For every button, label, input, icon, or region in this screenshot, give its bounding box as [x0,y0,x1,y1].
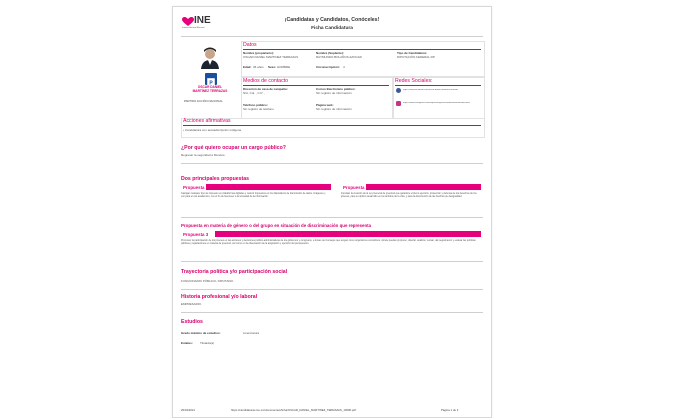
studies-title: Estudios [181,319,203,325]
why-text: Regresar la seguridad a Morelos. [181,153,226,157]
logo-subtext: Instituto Nacional Electoral [182,27,205,29]
phone-label: Teléfono público: [243,103,268,107]
owner-value: OSCAR DANIEL MARTINEZ TERRAZAS [243,55,299,59]
why-divider [181,163,483,164]
district-value: 4 [343,65,345,69]
gender-bar [181,231,481,237]
social-divider [395,85,481,86]
history-title: Historia profesional y/o laboral [181,294,258,300]
affirmative-divider [183,125,481,126]
datos-title: Datos [243,42,257,48]
proposal-2-tab: Propuesta [343,184,365,190]
proposals-divider [181,217,483,218]
gender-title: Propuesta en materia de género o del grupo en situación de discriminación que representa [181,223,372,228]
instagram-icon [396,101,401,106]
email-label: Correo Electrónico público: [316,87,356,91]
instagram-link[interactable]: https://www.instagram.com/explore/tags/oscardanielmartinezterrazas/ [403,102,471,104]
trajectory-text: FUNCIONARIO PÚBLICO, DIPUTADO. [181,279,234,283]
candidate-name [185,86,235,94]
footer-url[interactable]: https://candidaturas.ine.mx/documentos/ficha/OSCAR_DANIEL_MARTINEZ_TERRAZAS_13606.pdf [231,408,356,412]
contact-divider [243,85,389,86]
datos-divider [243,49,481,50]
document-page [172,6,492,418]
trajectory-divider [181,289,483,290]
page-title: ¡Candidatas y Candidatos, Conóceles! [284,17,380,23]
phone-value: Sin registro de teléfono [243,107,274,111]
degree-label: Grado máximo de estudios: [181,331,221,335]
why-title: ¿Por qué quiero ocupar un cargo público? [181,145,286,151]
trajectory-title: Trayectoria política y/o participación social [181,269,288,275]
address-value: N/A, Col. , C.P. , [243,91,265,95]
candidate-party: PARTIDO ACCIÓN NACIONAL [184,99,223,103]
age-label: Edad: [243,65,252,69]
sex-value: HOMBRE [277,65,291,69]
substitute-label: Nombre (Suplente): [316,51,344,55]
logo-text: INE [194,15,211,26]
history-divider [181,312,483,313]
history-text: EMPRESARIO. [181,302,202,306]
facebook-link[interactable]: https://www.facebook.com/oscar.daniel.martinez.terrazas [403,89,459,91]
social-title: Redes Sociales: [395,78,433,84]
gender-divider [181,261,483,262]
type-value: DIPUTACIÓN FEDERAL RP [397,55,435,59]
type-label: Tipo de Candidatura: [397,51,427,55]
status-label: Estatus: [181,341,193,345]
degree-value: Licenciatura [243,331,260,335]
address-label: Dirección de casa de campaña: [243,87,288,91]
gender-tab: Propuesta 3 [183,231,209,237]
header-divider [181,36,483,37]
owner-label: Nombre (propietario): [243,51,274,55]
proposal-1-text: Castigar cualquier tipo de impuesto en plataformas digitales y reducir impuestos en los dispositivos de transmisión de datos, imágenes y voz para el uso académico, con el fin de favorecer a la sociedad de la información. [181,192,326,199]
web-value: Sin registro de información [316,107,352,111]
candidate-name-line1: OSCAR DANIEL [197,85,223,89]
facebook-icon [396,88,401,93]
status-value: Titulado(a) [200,341,215,345]
gender-text: Promover la participación de los jóvenes en las acciones y decisiones político-administrativas de los gobiernos y congresos, a través de Consejos que tengan como organismos consultivos, donde puedan proponer, diseñar, analizar, revisar, dar seguimiento y evaluar las políticas públicas y legislaciones en materia de juventud, así como en la observación de la asignación y ejercicio del presupuesto. [181,239,476,246]
age-value: 36 años [253,65,264,69]
footer-page: Página 1 de 2 [441,408,459,412]
party-logo-icon [205,73,217,85]
contact-title: Medios de contacto [243,78,288,84]
datos-panel [241,41,485,77]
candidate-photo [201,47,219,69]
page-subtitle: Ficha Candidatura [311,26,353,31]
svg-text:P: P [209,80,213,87]
proposal-1-tab: Propuesta [183,184,205,190]
web-label: Página web: [316,103,334,107]
substitute-value: RAYMUNDO BOLAÑOS AZOCAR [316,55,362,59]
affirmative-item: • Candidatura con autoadscripción indígena [183,128,242,132]
email-value: Sin registro de información [316,91,352,95]
sex-label: Sexo: [268,65,277,69]
affirmative-title: Acciones afirmativas [183,118,231,124]
candidate-name-line2: MARTÍNEZ TERRAZAS [192,88,228,93]
proposal-2-text: Impulsar la creación de la Ley General de juventud que garantice el pleno ejercicio, protección y defensa de los derechos de los jóvenes, para su óptimo desarrollo en los ámbitos de la vida, y para la disminución de las brechas de desigualdad. [341,192,477,199]
footer-date: 25/04/2021 [181,408,195,412]
district-label: Circunscripción: [316,65,340,69]
proposals-title: Dos principales propuestas [181,176,250,182]
